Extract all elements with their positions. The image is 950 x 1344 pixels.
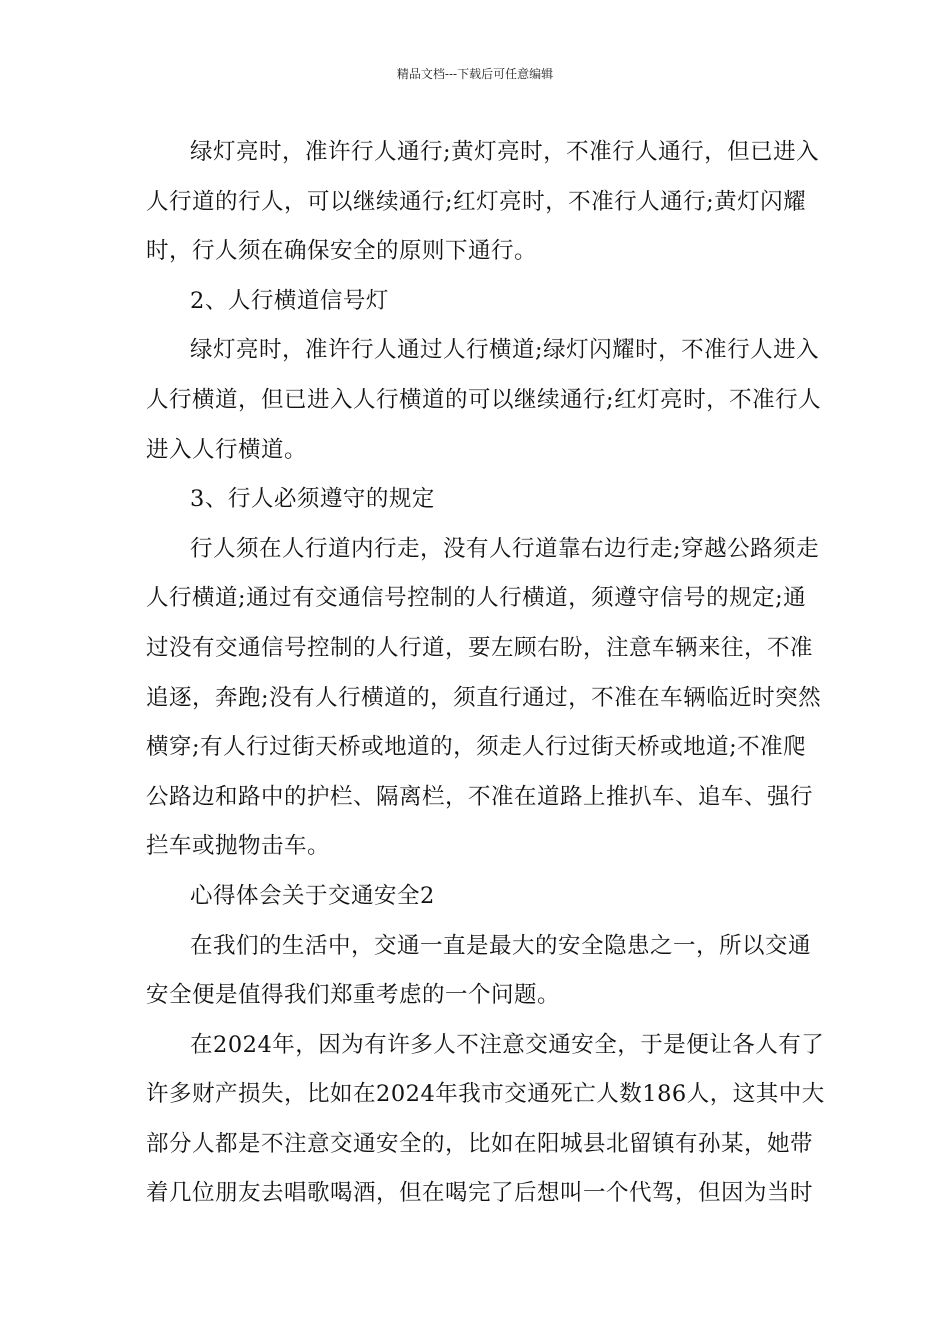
text-line: 在我们的生活中，交通一直是最大的安全隐患之一，所以交通 <box>190 932 812 959</box>
text-line: 行人须在人行道内行走，没有人行道靠右边行走;穿越公路须走 <box>190 535 820 562</box>
text-line: 3、行人必须遵守的规定 <box>190 486 435 513</box>
text-line: 横穿;有人行过街天桥或地道的，须走人行过街天桥或地道;不准爬 <box>146 734 807 761</box>
text-line: 人行横道;通过有交通信号控制的人行横道，须遵守信号的规定;通 <box>146 585 807 612</box>
text-line: 人行道的行人，可以继续通行;红灯亮时，不准行人通行;黄灯闪耀 <box>146 188 807 215</box>
text-line: 时，行人须在确保安全的原则下通行。 <box>146 238 538 265</box>
text-line: 部分人都是不注意交通安全的，比如在阳城县北留镇有孙某，她带 <box>146 1130 814 1157</box>
text-line: 许多财产损失，比如在2024年我市交通死亡人数186人，这其中大 <box>146 1081 825 1108</box>
document-body <box>146 128 825 1219</box>
text-line: 人行横道，但已进入人行横道的可以继续通行;红灯亮时，不准行人 <box>146 386 822 413</box>
text-line: 拦车或抛物击车。 <box>146 833 331 860</box>
text-line: 2、人行横道信号灯 <box>190 287 389 314</box>
text-line: 在2024年，因为有许多人不注意交通安全，于是便让各人有了 <box>190 1031 825 1058</box>
text-line: 过没有交通信号控制的人行道，要左顾右盼，注意车辆来往，不准 <box>146 634 814 661</box>
text-line: 绿灯亮时，准许行人通过人行横道;绿灯闪耀时，不准行人进入 <box>190 337 820 364</box>
text-line: 绿灯亮时，准许行人通行;黄灯亮时，不准行人通行，但已进入 <box>190 139 820 165</box>
text-line: 着几位朋友去唱歌喝酒，但在喝完了后想叫一个代驾，但因为当时 <box>146 1180 814 1207</box>
text-line: 公路边和路中的护栏、隔离栏，不准在道路上推扒车、追车、强行 <box>146 783 814 810</box>
text-line: 安全便是值得我们郑重考虑的一个问题。 <box>146 982 561 1009</box>
text-line: 进入人行横道。 <box>146 436 308 463</box>
text-line: 追逐，奔跑;没有人行横道的，须直行通过，不准在车辆临近时突然 <box>146 684 822 711</box>
page-header: 精品文档---下载后可任意编辑 <box>396 67 554 81</box>
text-line: 心得体会关于交通安全2 <box>190 882 435 909</box>
